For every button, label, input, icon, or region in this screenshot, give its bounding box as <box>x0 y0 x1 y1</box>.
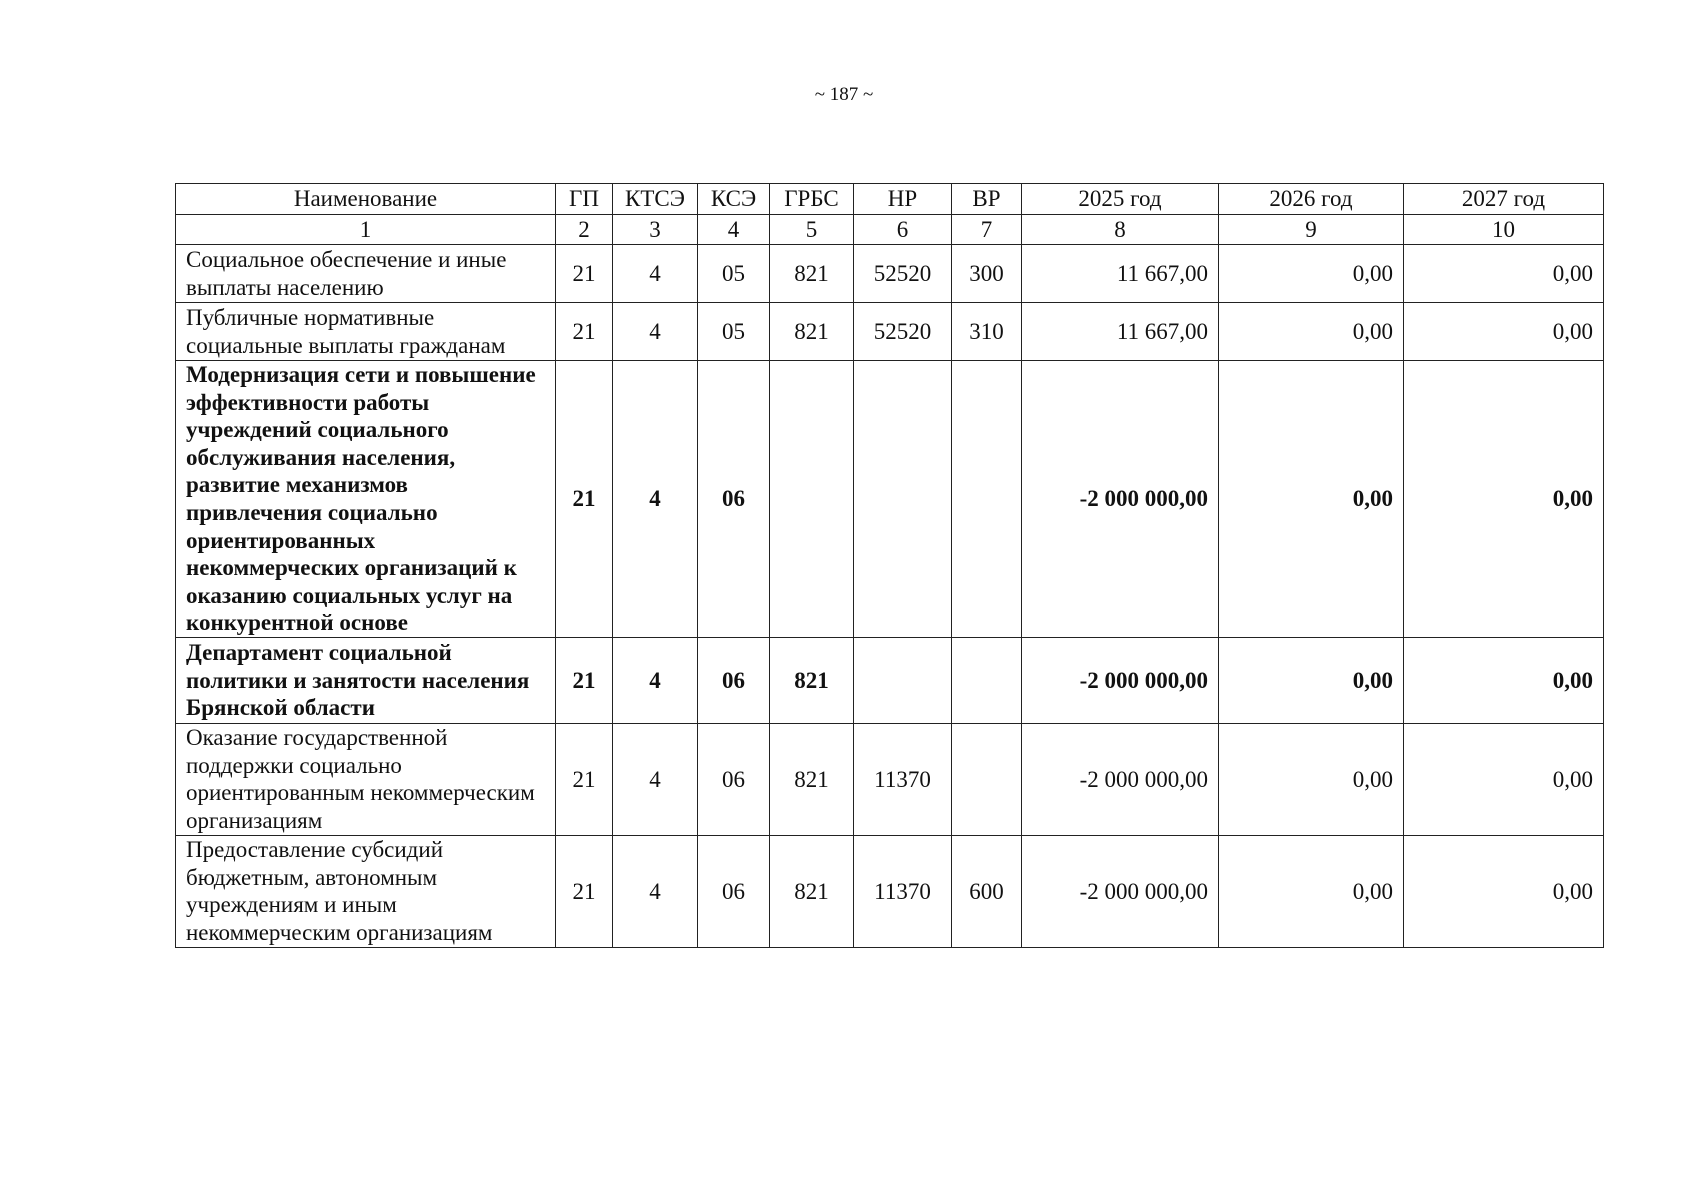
cell-2026: 0,00 <box>1219 303 1404 361</box>
table-row <box>176 303 1604 361</box>
row-name: Оказание государственной поддержки социально ориентированным некоммерческим организациям <box>176 723 556 835</box>
cell-2026: 0,00 <box>1219 835 1404 947</box>
column-number: 3 <box>613 215 698 245</box>
column-number: 1 <box>176 215 556 245</box>
cell-2026: 0,00 <box>1219 723 1404 835</box>
cell-ktse: 4 <box>613 835 698 947</box>
cell-gp: 21 <box>556 303 613 361</box>
cell-gp: 21 <box>556 245 613 303</box>
header-grbs: ГРБС <box>770 184 854 215</box>
cell-grbs: 821 <box>770 637 854 723</box>
cell-kse: 05 <box>698 303 770 361</box>
cell-2027: 0,00 <box>1404 245 1604 303</box>
cell-kse: 06 <box>698 723 770 835</box>
cell-vr <box>952 723 1022 835</box>
cell-2026: 0,00 <box>1219 637 1404 723</box>
cell-nr: 11370 <box>854 835 952 947</box>
cell-grbs: 821 <box>770 303 854 361</box>
cell-nr: 11370 <box>854 723 952 835</box>
header-gp: ГП <box>556 184 613 215</box>
column-number: 6 <box>854 215 952 245</box>
cell-vr <box>952 637 1022 723</box>
table-row <box>176 835 1604 947</box>
cell-2027: 0,00 <box>1404 361 1604 638</box>
cell-kse: 06 <box>698 835 770 947</box>
cell-grbs: 821 <box>770 835 854 947</box>
column-number: 8 <box>1022 215 1219 245</box>
cell-vr: 600 <box>952 835 1022 947</box>
cell-grbs <box>770 361 854 638</box>
cell-2027: 0,00 <box>1404 835 1604 947</box>
header-row <box>176 184 1604 215</box>
cell-2026: 0,00 <box>1219 361 1404 638</box>
column-number: 2 <box>556 215 613 245</box>
header-name: Наименование <box>176 184 556 215</box>
header-nr: НР <box>854 184 952 215</box>
cell-gp: 21 <box>556 361 613 638</box>
column-number: 7 <box>952 215 1022 245</box>
cell-nr: 52520 <box>854 303 952 361</box>
header-kse: КСЭ <box>698 184 770 215</box>
cell-2026: 0,00 <box>1219 245 1404 303</box>
header-vr: ВР <box>952 184 1022 215</box>
budget-table <box>175 183 1604 948</box>
cell-grbs: 821 <box>770 245 854 303</box>
cell-ktse: 4 <box>613 245 698 303</box>
cell-ktse: 4 <box>613 303 698 361</box>
cell-vr: 300 <box>952 245 1022 303</box>
header-2027: 2027 год <box>1404 184 1604 215</box>
column-number: 4 <box>698 215 770 245</box>
cell-nr: 52520 <box>854 245 952 303</box>
table-row <box>176 361 1604 638</box>
cell-grbs: 821 <box>770 723 854 835</box>
row-name: Модернизация сети и повышение эффективности работы учреждений социального обслуживания населения, развитие механизмов привлечения социально ориентированных некоммерческих организаций к оказанию социальных услуг на конкурентной основе <box>176 361 556 638</box>
column-number-row <box>176 215 1604 245</box>
table-row <box>176 245 1604 303</box>
table-row <box>176 723 1604 835</box>
header-ktse: КТСЭ <box>613 184 698 215</box>
cell-2025: -2 000 000,00 <box>1022 637 1219 723</box>
cell-nr <box>854 637 952 723</box>
cell-2025: -2 000 000,00 <box>1022 835 1219 947</box>
cell-nr <box>854 361 952 638</box>
header-2026: 2026 год <box>1219 184 1404 215</box>
cell-gp: 21 <box>556 723 613 835</box>
cell-gp: 21 <box>556 637 613 723</box>
cell-kse: 06 <box>698 361 770 638</box>
page-number: ~ 187 ~ <box>814 84 874 105</box>
table-row <box>176 637 1604 723</box>
cell-kse: 06 <box>698 637 770 723</box>
cell-2027: 0,00 <box>1404 723 1604 835</box>
cell-ktse: 4 <box>613 637 698 723</box>
cell-2025: 11 667,00 <box>1022 303 1219 361</box>
cell-kse: 05 <box>698 245 770 303</box>
cell-2025: -2 000 000,00 <box>1022 723 1219 835</box>
column-number: 10 <box>1404 215 1604 245</box>
cell-gp: 21 <box>556 835 613 947</box>
cell-2027: 0,00 <box>1404 637 1604 723</box>
cell-ktse: 4 <box>613 361 698 638</box>
row-name: Социальное обеспечение и иные выплаты населению <box>176 245 556 303</box>
cell-vr: 310 <box>952 303 1022 361</box>
header-2025: 2025 год <box>1022 184 1219 215</box>
row-name: Предоставление субсидий бюджетным, автономным учреждениям и иным некоммерческим организациям <box>176 835 556 947</box>
cell-ktse: 4 <box>613 723 698 835</box>
cell-2025: -2 000 000,00 <box>1022 361 1219 638</box>
column-number: 9 <box>1219 215 1404 245</box>
cell-vr <box>952 361 1022 638</box>
cell-2025: 11 667,00 <box>1022 245 1219 303</box>
column-number: 5 <box>770 215 854 245</box>
row-name: Публичные нормативные социальные выплаты гражданам <box>176 303 556 361</box>
row-name: Департамент социальной политики и занятости населения Брянской области <box>176 637 556 723</box>
cell-2027: 0,00 <box>1404 303 1604 361</box>
